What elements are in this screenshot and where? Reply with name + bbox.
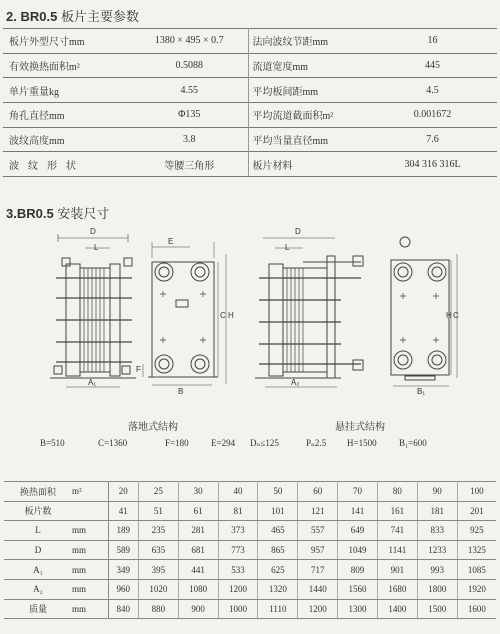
spec-cell: 865 — [258, 540, 298, 560]
spec-row — [4, 560, 496, 580]
spec-row-label: 质量 — [4, 599, 72, 619]
param-label: 平均流道截面积m² — [248, 103, 368, 128]
spec-cell: 1233 — [417, 540, 457, 560]
spec-cell: 635 — [138, 540, 178, 560]
dim-value: B=510 — [40, 438, 65, 448]
spec-row-label: 板片数 — [4, 501, 72, 521]
floor-type-diagram — [40, 222, 240, 397]
spec-cell: 957 — [298, 540, 338, 560]
param-label: 平均当量直径mm — [248, 127, 368, 152]
hanging-type-diagram — [245, 222, 460, 397]
dim-label-A2: A₂ — [291, 378, 300, 387]
spec-cell: 741 — [377, 521, 417, 541]
spec-cell: 141 — [338, 501, 378, 521]
dim-value: C=1360 — [98, 438, 128, 448]
spec-column-header: 25 — [138, 482, 178, 502]
spec-cell: 81 — [218, 501, 258, 521]
dim-value: H=1500 — [347, 438, 377, 448]
param-value: 3.8 — [131, 127, 248, 152]
spec-cell: 717 — [298, 560, 338, 580]
spec-cell: 349 — [108, 560, 138, 580]
spec-column-header: 60 — [298, 482, 338, 502]
spec-cell: 181 — [417, 501, 457, 521]
spec-header-label: 换热面积 — [4, 482, 72, 502]
spec-cell: 649 — [338, 521, 378, 541]
spec-cell: 925 — [457, 521, 496, 541]
param-value: 7.6 — [368, 127, 497, 152]
dim-value: B₁=600 — [399, 438, 427, 448]
param-value: 16 — [368, 29, 497, 54]
spec-cell: 1325 — [457, 540, 496, 560]
spec-cell: 1400 — [377, 599, 417, 619]
spec-cell: 189 — [108, 521, 138, 541]
param-row — [3, 53, 497, 78]
param-label: 板片外型尺寸mm — [3, 29, 131, 54]
spec-cell: 1200 — [218, 579, 258, 599]
spec-column-header: 40 — [218, 482, 258, 502]
spec-cell: 61 — [178, 501, 218, 521]
param-value: 4.55 — [131, 78, 248, 103]
param-label: 流道宽度mm — [248, 53, 368, 78]
param-row — [3, 127, 497, 152]
dim-value: F=180 — [165, 438, 189, 448]
spec-cell: 993 — [417, 560, 457, 580]
spec-column-header: 80 — [377, 482, 417, 502]
spec-cell: 1500 — [417, 599, 457, 619]
param-value: 0.001672 — [368, 103, 497, 128]
spec-cell: 1000 — [218, 599, 258, 619]
spec-cell: 121 — [298, 501, 338, 521]
section-number: 3.BR0.5 — [6, 206, 54, 221]
dim-label-D: D — [90, 227, 96, 236]
spec-cell: 1560 — [338, 579, 378, 599]
param-label: 平均板间距mm — [248, 78, 368, 103]
spec-cell: 395 — [138, 560, 178, 580]
spec-row-unit — [72, 501, 108, 521]
dim-label-C: C — [453, 311, 459, 320]
param-label: 角孔直径mm — [3, 103, 131, 128]
param-label: 法向波纹节距mm — [248, 29, 368, 54]
dim-label-L: L — [94, 243, 99, 252]
spec-row-label: L — [4, 521, 72, 541]
spec-header-row — [4, 482, 496, 502]
dim-label-A1: A₁ — [88, 378, 97, 387]
spec-column-header: 70 — [338, 482, 378, 502]
spec-cell: 373 — [218, 521, 258, 541]
spec-row-label: A₂ — [4, 579, 72, 599]
spec-row-unit: mm — [72, 579, 108, 599]
spec-row — [4, 540, 496, 560]
spec-header-unit: m² — [72, 482, 108, 502]
spec-cell: 1600 — [457, 599, 496, 619]
spec-row-label: A₁ — [4, 560, 72, 580]
spec-row-unit: mm — [72, 599, 108, 619]
spec-cell: 681 — [178, 540, 218, 560]
param-value: 4.5 — [368, 78, 497, 103]
dim-label-B1: B₁ — [417, 387, 426, 396]
dim-label-E: E — [168, 237, 174, 246]
spec-cell: 960 — [108, 579, 138, 599]
spec-cell: 533 — [218, 560, 258, 580]
dim-value: Dₙ≤125 — [250, 438, 279, 448]
dim-value: Pₙ2.5 — [306, 438, 327, 448]
spec-cell: 1110 — [258, 599, 298, 619]
spec-cell: 840 — [108, 599, 138, 619]
param-label: 板片材料 — [248, 152, 368, 177]
spec-cell: 589 — [108, 540, 138, 560]
param-label: 波纹高度mm — [3, 127, 131, 152]
param-label: 波纹形状 — [3, 152, 131, 177]
spec-cell: 1440 — [298, 579, 338, 599]
spec-row-label: D — [4, 540, 72, 560]
spec-cell: 465 — [258, 521, 298, 541]
spec-cell: 1920 — [457, 579, 496, 599]
spec-cell: 201 — [457, 501, 496, 521]
spec-cell: 1049 — [338, 540, 378, 560]
spec-row — [4, 579, 496, 599]
param-value: 1380 × 495 × 0.7 — [131, 29, 248, 54]
param-label: 单片重量kg — [3, 78, 131, 103]
dim-label-H: H — [228, 311, 234, 320]
spec-cell: 281 — [178, 521, 218, 541]
spec-column-header: 90 — [417, 482, 457, 502]
param-value: 等腰三角形 — [131, 152, 248, 177]
spec-column-header: 30 — [178, 482, 218, 502]
caption-floor-type: 落地式结构 — [128, 422, 178, 433]
spec-cell: 773 — [218, 540, 258, 560]
section-title: 安装尺寸 — [57, 206, 110, 221]
spec-cell: 901 — [377, 560, 417, 580]
spec-cell: 833 — [417, 521, 457, 541]
spec-row-unit: mm — [72, 521, 108, 541]
spec-cell: 1200 — [298, 599, 338, 619]
spec-cell: 41 — [108, 501, 138, 521]
caption-hanging-type: 悬挂式结构 — [335, 422, 385, 433]
dim-label-C: C — [220, 311, 226, 320]
spec-cell: 1680 — [377, 579, 417, 599]
param-row — [3, 103, 497, 128]
dim-label-B: B — [178, 387, 184, 396]
spec-cell: 1320 — [258, 579, 298, 599]
spec-cell: 235 — [138, 521, 178, 541]
dim-value: E=294 — [211, 438, 236, 448]
spec-cell: 880 — [138, 599, 178, 619]
spec-row — [4, 501, 496, 521]
spec-cell: 441 — [178, 560, 218, 580]
dim-label-F: F — [136, 365, 141, 374]
plate-params-table — [3, 28, 497, 177]
spec-cell: 625 — [258, 560, 298, 580]
spec-column-header: 50 — [258, 482, 298, 502]
spec-row — [4, 599, 496, 619]
spec-cell: 900 — [178, 599, 218, 619]
spec-cell: 161 — [377, 501, 417, 521]
spec-cell: 809 — [338, 560, 378, 580]
spec-cell: 557 — [298, 521, 338, 541]
param-value: 0.5088 — [131, 53, 248, 78]
dim-label-D: D — [295, 227, 301, 236]
spec-row-unit: mm — [72, 540, 108, 560]
spec-cell: 1085 — [457, 560, 496, 580]
section-number: 2. BR0.5 — [6, 9, 58, 24]
param-value: Φ135 — [131, 103, 248, 128]
spec-cell: 1020 — [138, 579, 178, 599]
dim-label-H: H — [446, 311, 452, 320]
param-row — [3, 78, 497, 103]
dim-label-L: L — [285, 243, 290, 252]
param-value: 304 316 316L — [368, 152, 497, 177]
param-label: 有效换热面积m² — [3, 53, 131, 78]
spec-cell: 1080 — [178, 579, 218, 599]
spec-row-unit: mm — [72, 560, 108, 580]
spec-cell: 101 — [258, 501, 298, 521]
section-title: 板片主要参数 — [60, 9, 139, 24]
spec-table — [4, 481, 496, 619]
spec-cell: 1800 — [417, 579, 457, 599]
section-heading-plate-params — [6, 6, 139, 25]
spec-row — [4, 521, 496, 541]
spec-cell: 1300 — [338, 599, 378, 619]
spec-cell: 1141 — [377, 540, 417, 560]
spec-column-header: 20 — [108, 482, 138, 502]
spec-cell: 51 — [138, 501, 178, 521]
param-row — [3, 152, 497, 177]
param-value: 445 — [368, 53, 497, 78]
param-row — [3, 29, 497, 54]
spec-column-header: 100 — [457, 482, 496, 502]
section-heading-install-dims — [6, 203, 109, 222]
